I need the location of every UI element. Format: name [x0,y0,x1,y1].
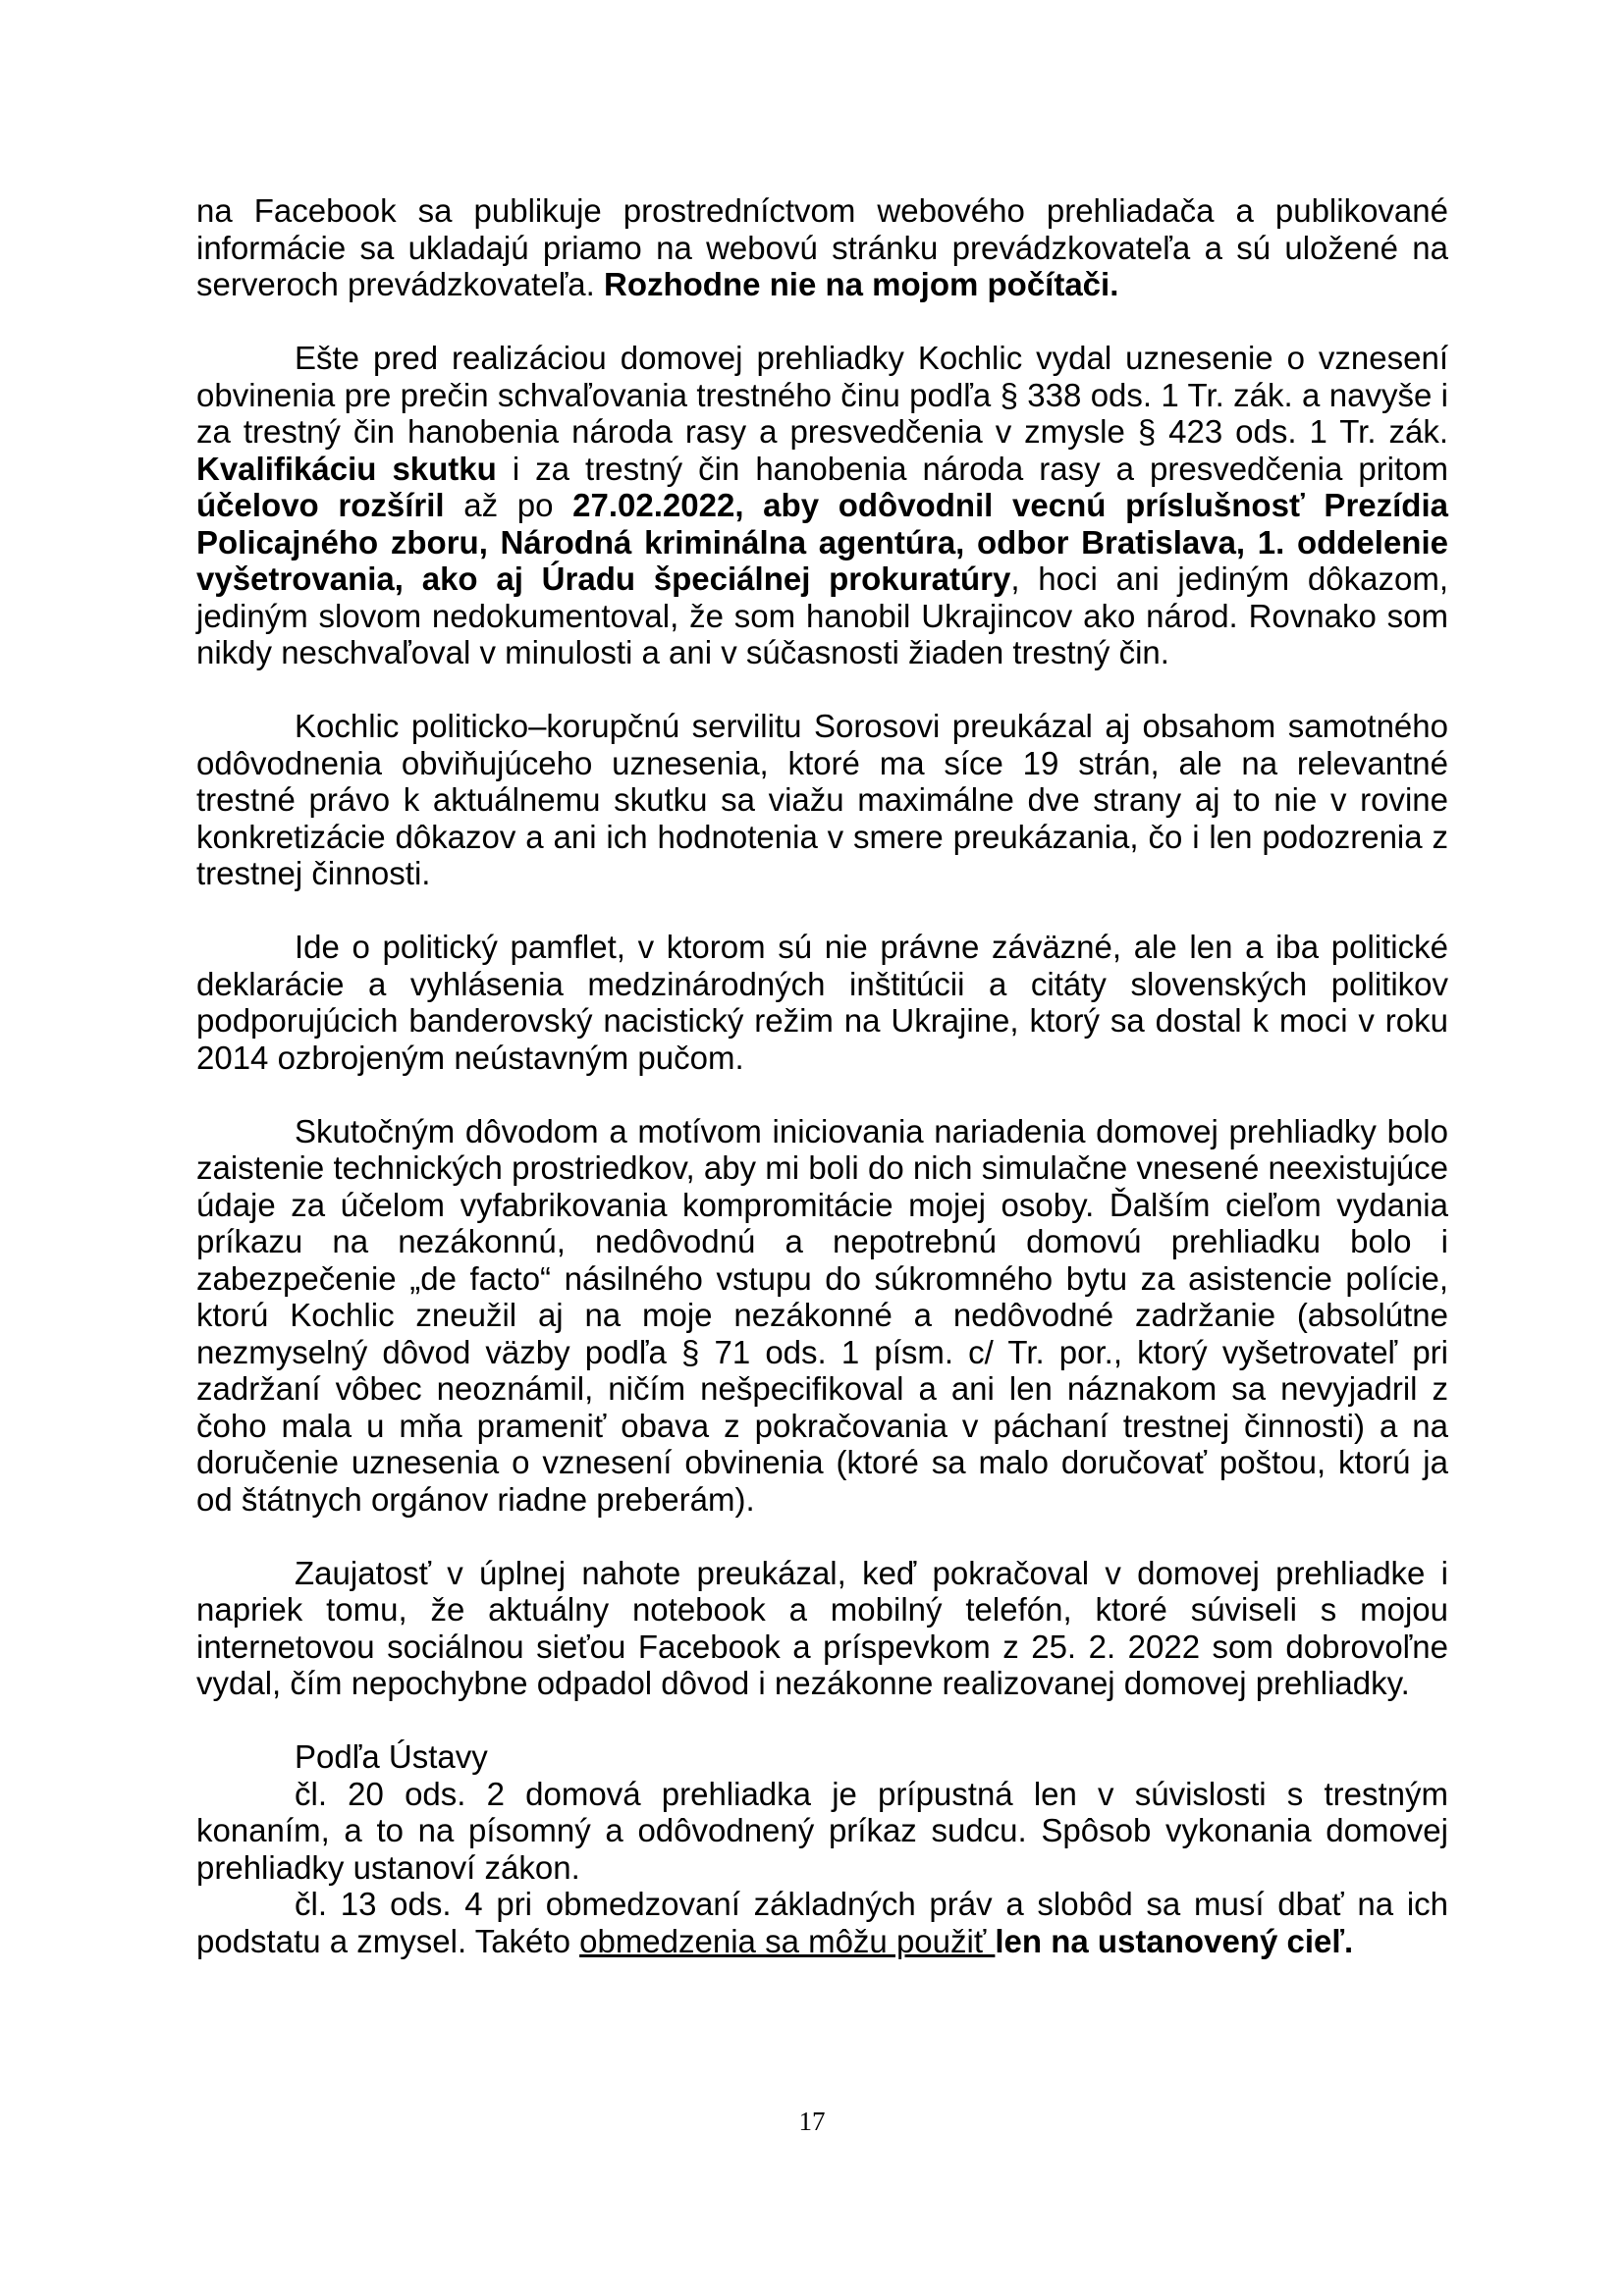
paragraph-1-text: na Facebook sa publikuje prostredníctvom webového prehliadača a publikované informácie sa ukladajú priamo na webovú stránku prevádzkovateľa a sú uložené na serveroch prevádzkovateľa. [196,192,1448,302]
paragraph-3: Kochlic politicko–korupčnú servilitu Sorosovi preukázal aj obsahom samotného odôvodnenia obviňujúceho uznesenia, ktoré ma síce 19 strán, ale na relevantné trestné právo k aktuálnemu skutku sa viažu maximálne dve strany aj to nie v rovine konkretizácie dôkazov a ani ich hodnotenia v smere preukázania, čo i len podozrenia z trestnej činnosti. [196,708,1448,891]
paragraph-2-bold-d: účelovo rozšíril [196,487,445,523]
paragraph-article-13 [196,1886,1448,1959]
paragraph-article-20: čl. 20 ods. 2 domová prehliadka je prípustná len v súvislosti s trestným konaním, a to na písomný a odôvodnený príkaz sudcu. Spôsob vykonania domovej prehliadky ustanoví zákon. [196,1775,1448,1886]
paragraph-2-text-g: , hoci ani jediným dôkazom, jediným slovom nedokumentoval, že som hanobil Ukrajincov ako národ. Rovnako som nikdy neschvaľoval v minulosti a ani v súčasnosti žiaden trestný čin. [196,561,1448,670]
paragraph-1-bold-text: Rozhodne nie na mojom počítači. [604,266,1119,302]
paragraph-2-bold-b: Kvalifikáciu skutku [196,450,497,487]
paragraph-2-text-e: až po [444,487,573,523]
paragraph-article-13-underlined: obmedzenia sa môžu použiť [579,1922,996,1959]
paragraph-2-bold-f: 27.02.2022, aby odôvodnil vecnú príslušnosť Prezídia Policajného zboru, Národná kriminálna agentúra, odbor Bratislava, 1. oddelenie vyšetrovania, ako aj Úradu špeciálnej prokuratúry [196,487,1448,597]
document-body [196,192,1448,1959]
paragraph-5: Skutočným dôvodom a motívom iniciovania nariadenia domovej prehliadky bolo zaistenie technických prostriedkov, aby mi boli do nich simulačne vnesené neexistujúce údaje za účelom vyfabrikovania kompromitácie mojej osoby. Ďalším cieľom vydania príkazu na nezákonnú, nedôvodnú a nepotrebnú domovú prehliadku bolo i zabezpečenie „de facto“ násilného vstupu do súkromného bytu za asistencie polície, ktorú Kochlic zneužil aj na moje nezákonné a nedôvodné zadržanie (absolútne nezmyselný dôvod väzby podľa § 71 ods. 1 písm. c/ Tr. por., ktorý vyšetrovateľ pri zadržaní vôbec neoznámil, ničím nešpecifikoval a ani len náznakom sa nevyjadril z čoho mala u mňa prameniť obava z pokračovania v páchaní trestnej činnosti) a na doručenie uznesenia o vznesení obvinenia (ktoré sa malo doručovať poštou, ktorú ja od štátnych orgánov riadne preberám). [196,1112,1448,1518]
paragraph-1 [196,192,1448,303]
paragraph-2 [196,340,1448,671]
paragraph-2-text-a: Ešte pred realizáciou domovej prehliadky Kochlic vydal uznesenie o vznesení obvinenia pre prečin schvaľovania trestného činu podľa § 338 ods. 1 Tr. zák. a navyše i za trestný čin hanobenia národa rasy a presvedčenia v zmysle § 423 ods. 1 Tr. zák. [196,340,1448,450]
page-number: 17 [798,2107,826,2136]
paragraph-2-text-c: i za trestný čin hanobenia národa rasy a presvedčenia pritom [496,450,1449,487]
paragraph-4: Ide o politický pamflet, v ktorom sú nie právne záväzné, ale len a iba politické deklarácie a vyhlásenia medzinárodných inštitúcii a citáty slovenských politikov podporujúcich banderovský nacistický režim na Ukrajine, ktorý sa dostal k moci v roku 2014 ozbrojeným neústavným pučom. [196,929,1448,1076]
paragraph-article-13-text: čl. 13 ods. 4 pri obmedzovaní základných práv a slobôd sa musí dbať na ich podstatu a zmysel. Takéto [196,1886,1448,1959]
paragraph-6: Zaujatosť v úplnej nahote preukázal, keď pokračoval v domovej prehliadke i napriek tomu, že aktuálny notebook a mobilný telefón, ktoré súviseli s mojou internetovou sociálnou sieťou Facebook a príspevkom z 25. 2. 2022 som dobrovoľne vydal, čím nepochybne odpadol dôvod i nezákonne realizovanej domovej prehliadky. [196,1554,1448,1701]
section-heading-ustava: Podľa Ústavy [295,1738,488,1775]
paragraph-article-13-bold: len na ustanovený cieľ. [995,1922,1354,1959]
